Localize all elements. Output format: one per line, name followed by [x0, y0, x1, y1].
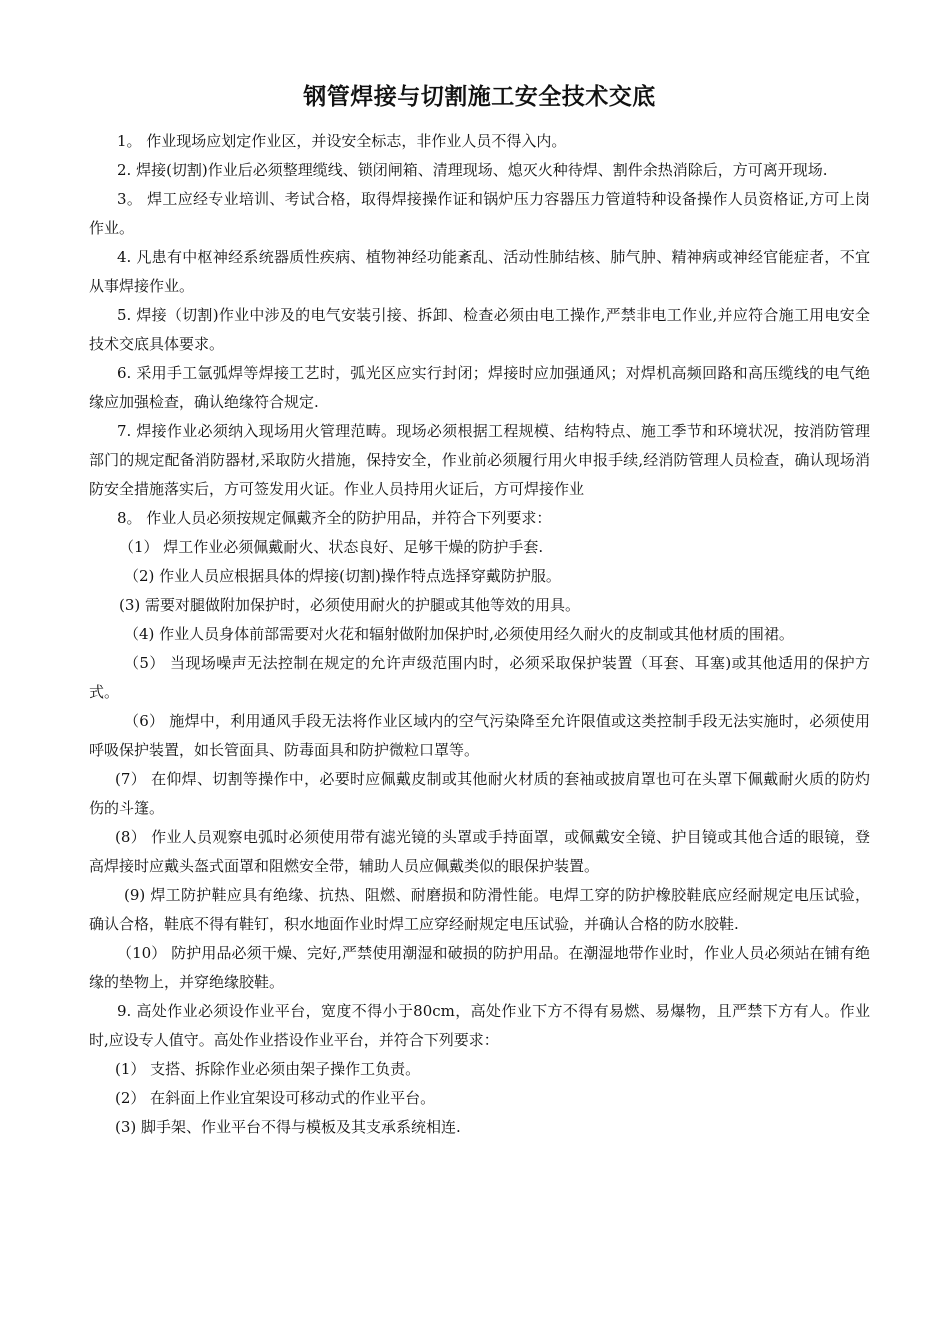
paragraph-8-item-5: （5） 当现场噪声无法控制在规定的允许声级范围内时，必须采取保护装置（耳套、耳塞)或其他适用的保护方式。 — [89, 654, 870, 701]
paragraph-8-item-4: （4) 作业人员身体前部需要对火花和辐射做附加保护时,必须使用经久耐火的皮制或其他材质的围裙。 — [124, 625, 794, 643]
document-body — [89, 127, 870, 1142]
paragraph-8-item-8: (8） 作业人员观察电弧时必须使用带有滤光镜的头罩或手持面罩，或佩戴安全镜、护目镜或其他合适的眼镜，登高焊接时应戴头盔式面罩和阻燃安全带，辅助人员应佩戴类似的眼保护装置。 — [89, 828, 870, 875]
document-title: 钢管焊接与切割施工安全技术交底 — [303, 84, 656, 110]
paragraph-6: 6. 采用手工氩弧焊等焊接工艺时，弧光区应实行封闭；焊接时应加强通风；对焊机高频回路和高压缆线的电气绝缘应加强检查，确认绝缘符合规定. — [89, 364, 870, 411]
paragraph-8-item-7: (7） 在仰焊、切割等操作中，必要时应佩戴皮制或其他耐火材质的套袖或披肩罩也可在头罩下佩戴耐火质的防灼伤的斗篷。 — [89, 770, 870, 817]
paragraph-7: 7. 焊接作业必须纳入现场用火管理范畴。现场必须根据工程规模、结构特点、施工季节和环境状况，按消防管理部门的规定配备消防器材,采取防火措施，保持安全，作业前必须履行用火申报手续,经消防管理人员检查，确认现场消防安全措施落实后，方可签发用火证。作业人员持用火证后，方可焊接作业 — [89, 422, 870, 498]
paragraph-9-item-3: (3) 脚手架、作业平台不得与模板及其支承系统相连. — [115, 1118, 461, 1136]
paragraph-8-item-9: (9) 焊工防护鞋应具有绝缘、抗热、阻燃、耐磨损和防滑性能。电焊工穿的防护橡胶鞋底应经耐规定电压试验，确认合格，鞋底不得有鞋钉，积水地面作业时焊工应穿经耐规定电压试验，并确认合格的防水胶鞋. — [89, 886, 870, 933]
paragraph-8-item-2: （2) 作业人员应根据具体的焊接(切割)操作特点选择穿戴防护服。 — [124, 567, 561, 585]
paragraph-9-item-1: (1） 支搭、拆除作业必须由架子操作工负责。 — [115, 1060, 421, 1078]
paragraph-4: 4. 凡患有中枢神经系统器质性疾病、植物神经功能紊乱、活动性肺结核、肺气肿、精神病或神经官能症者，不宜从事焊接作业。 — [89, 248, 870, 295]
paragraph-8-item-3: (3) 需要对腿做附加保护时，必须使用耐火的护腿或其他等效的用具。 — [119, 596, 581, 614]
paragraph-3: 3。 焊工应经专业培训、考试合格，取得焊接操作证和锅炉压力容器压力管道特种设备操作人员资格证,方可上岗作业。 — [89, 190, 870, 237]
paragraph-8-item-10: （10） 防护用品必须干燥、完好,严禁使用潮湿和破损的防护用品。在潮湿地带作业时，作业人员必须站在铺有绝缘的垫物上，并穿绝缘胶鞋。 — [89, 944, 870, 991]
paragraph-2: 2. 焊接(切割)作业后必须整理缆线、锁闭闸箱、清理现场、熄灭火种待焊、割件余热消除后，方可离开现场. — [117, 161, 828, 179]
paragraph-9: 9. 高处作业必须设作业平台，宽度不得小于80cm，高处作业下方不得有易燃、易爆物，且严禁下方有人。作业时,应设专人值守。高处作业搭设作业平台，并符合下列要求： — [89, 1002, 870, 1049]
paragraph-5: 5. 焊接（切割)作业中涉及的电气安装引接、拆卸、检查必须由电工操作,严禁非电工作业,并应符合施工用电安全技术交底具体要求。 — [89, 306, 870, 353]
paragraph-8: 8。 作业人员必须按规定佩戴齐全的防护用品，并符合下列要求： — [117, 509, 552, 527]
paragraph-8-item-1: （1） 焊工作业必须佩戴耐火、状态良好、足够干燥的防护手套. — [119, 538, 544, 556]
paragraph-1: 1。 作业现场应划定作业区，并设安全标志，非作业人员不得入内。 — [117, 132, 567, 150]
paragraph-8-item-6: （6） 施焊中，利用通风手段无法将作业区域内的空气污染降至允许限值或这类控制手段无法实施时，必须使用呼吸保护装置，如长管面具、防毒面具和防护微粒口罩等。 — [89, 712, 870, 759]
paragraph-9-item-2: (2） 在斜面上作业宜架设可移动式的作业平台。 — [115, 1089, 436, 1107]
